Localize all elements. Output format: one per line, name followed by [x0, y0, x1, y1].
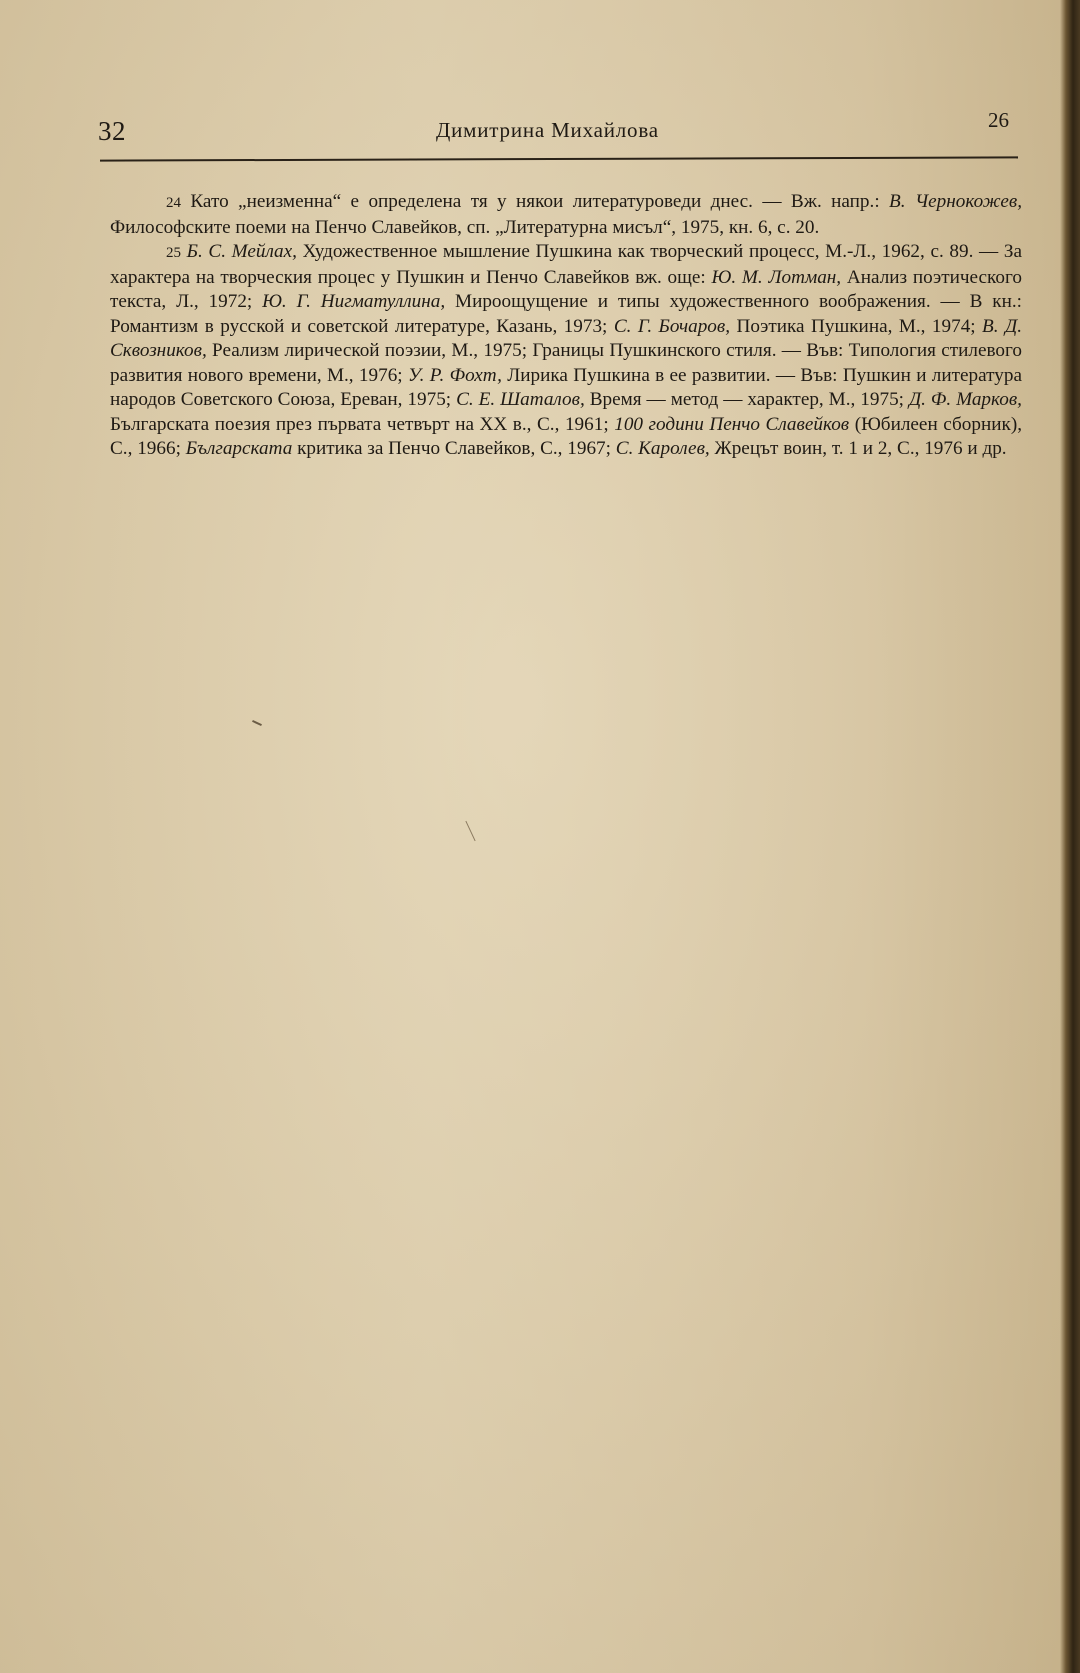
- footnote-author: Ю. М. Лотман,: [711, 266, 842, 288]
- footnote-25: [110, 240, 1022, 462]
- running-title: Димитрина Михайлова: [436, 118, 659, 142]
- footnote-text: Художественное мышление Пушкина как творческий процесс, М.-Л., 1962, с. 89. — За характера на творческия процес у Пушкин и Пенчо Славейков вж. още:: [110, 241, 1022, 288]
- footnote-author: В. Д. Сквозников,: [110, 315, 1022, 361]
- footnote-text: Реализм лирической поэзии, М., 1975; Границы Пушкинского стиля. — Във: Типология стилевого развития нового времени, М., 1976;: [110, 340, 1022, 386]
- ink-speck: [252, 720, 262, 726]
- footnote-text: Анализ поэтического текста, Л., 1972;: [110, 266, 1022, 312]
- footnote-text: (Юбилеен сборник), С., 1966;: [110, 413, 1023, 459]
- footnote-text: Время — метод — характер, М., 1975;: [584, 389, 909, 410]
- footnote-text: Философските поеми на Пенчо Славейков, сп. „Литературна мисъл“, 1975, кн. 6, с. 20.: [110, 216, 820, 238]
- footnote-author: Б. С. Мейлах,: [186, 241, 297, 262]
- footnote-author: В. Чернокожев,: [889, 191, 1022, 212]
- footnote-author: С. Каролев,: [615, 438, 710, 459]
- footnote-text: Българската поезия през първата четвърт на XX в., С., 1961;: [110, 413, 615, 435]
- binding-edge: [1060, 0, 1080, 1673]
- footnote-author: У. Р. Фохт,: [407, 364, 502, 386]
- footnote-author: С. Г. Бочаров,: [613, 315, 731, 337]
- footnote-text: Мироощущение и типы художественного воображения. — В кн.: Романтизм в русской и советской литературе, Казань, 1973;: [110, 291, 1022, 337]
- footnotes: [110, 190, 1022, 462]
- note-number: 26: [988, 108, 1009, 132]
- ink-speck: [465, 821, 475, 841]
- page-number: 32: [98, 116, 126, 146]
- footnote-author: 100 години Пенчо Славейков: [614, 413, 850, 435]
- footnote-number: 25: [166, 245, 181, 261]
- footnote-author: Ю. Г. Нигматуллина,: [262, 291, 446, 312]
- footnote-text: Жрецът воин, т. 1 и 2, С., 1976 и др.: [709, 438, 1007, 459]
- footnote-number: 24: [166, 195, 181, 211]
- header-rule: [100, 156, 1018, 161]
- footnote-author: С. Е. Шаталов,: [456, 389, 585, 410]
- footnote-author: Българската: [185, 438, 293, 459]
- footnote-text: Като „неизменна“ е определена тя у някои литературоведи днес. — Вж. напр.:: [181, 191, 890, 212]
- footnote-text: Поэтика Пушкина, М., 1974;: [730, 315, 983, 337]
- footnote-24: [110, 190, 1022, 240]
- footnote-text: критика за Пенчо Славейков, С., 1967;: [292, 438, 616, 459]
- page-header: [98, 108, 1018, 148]
- footnote-author: Д. Ф. Марков,: [908, 389, 1022, 410]
- footnote-text: Лирика Пушкина в ее развитии. — Във: Пушкин и литература народов Советского Союза, Ереван, 1975;: [110, 364, 1022, 410]
